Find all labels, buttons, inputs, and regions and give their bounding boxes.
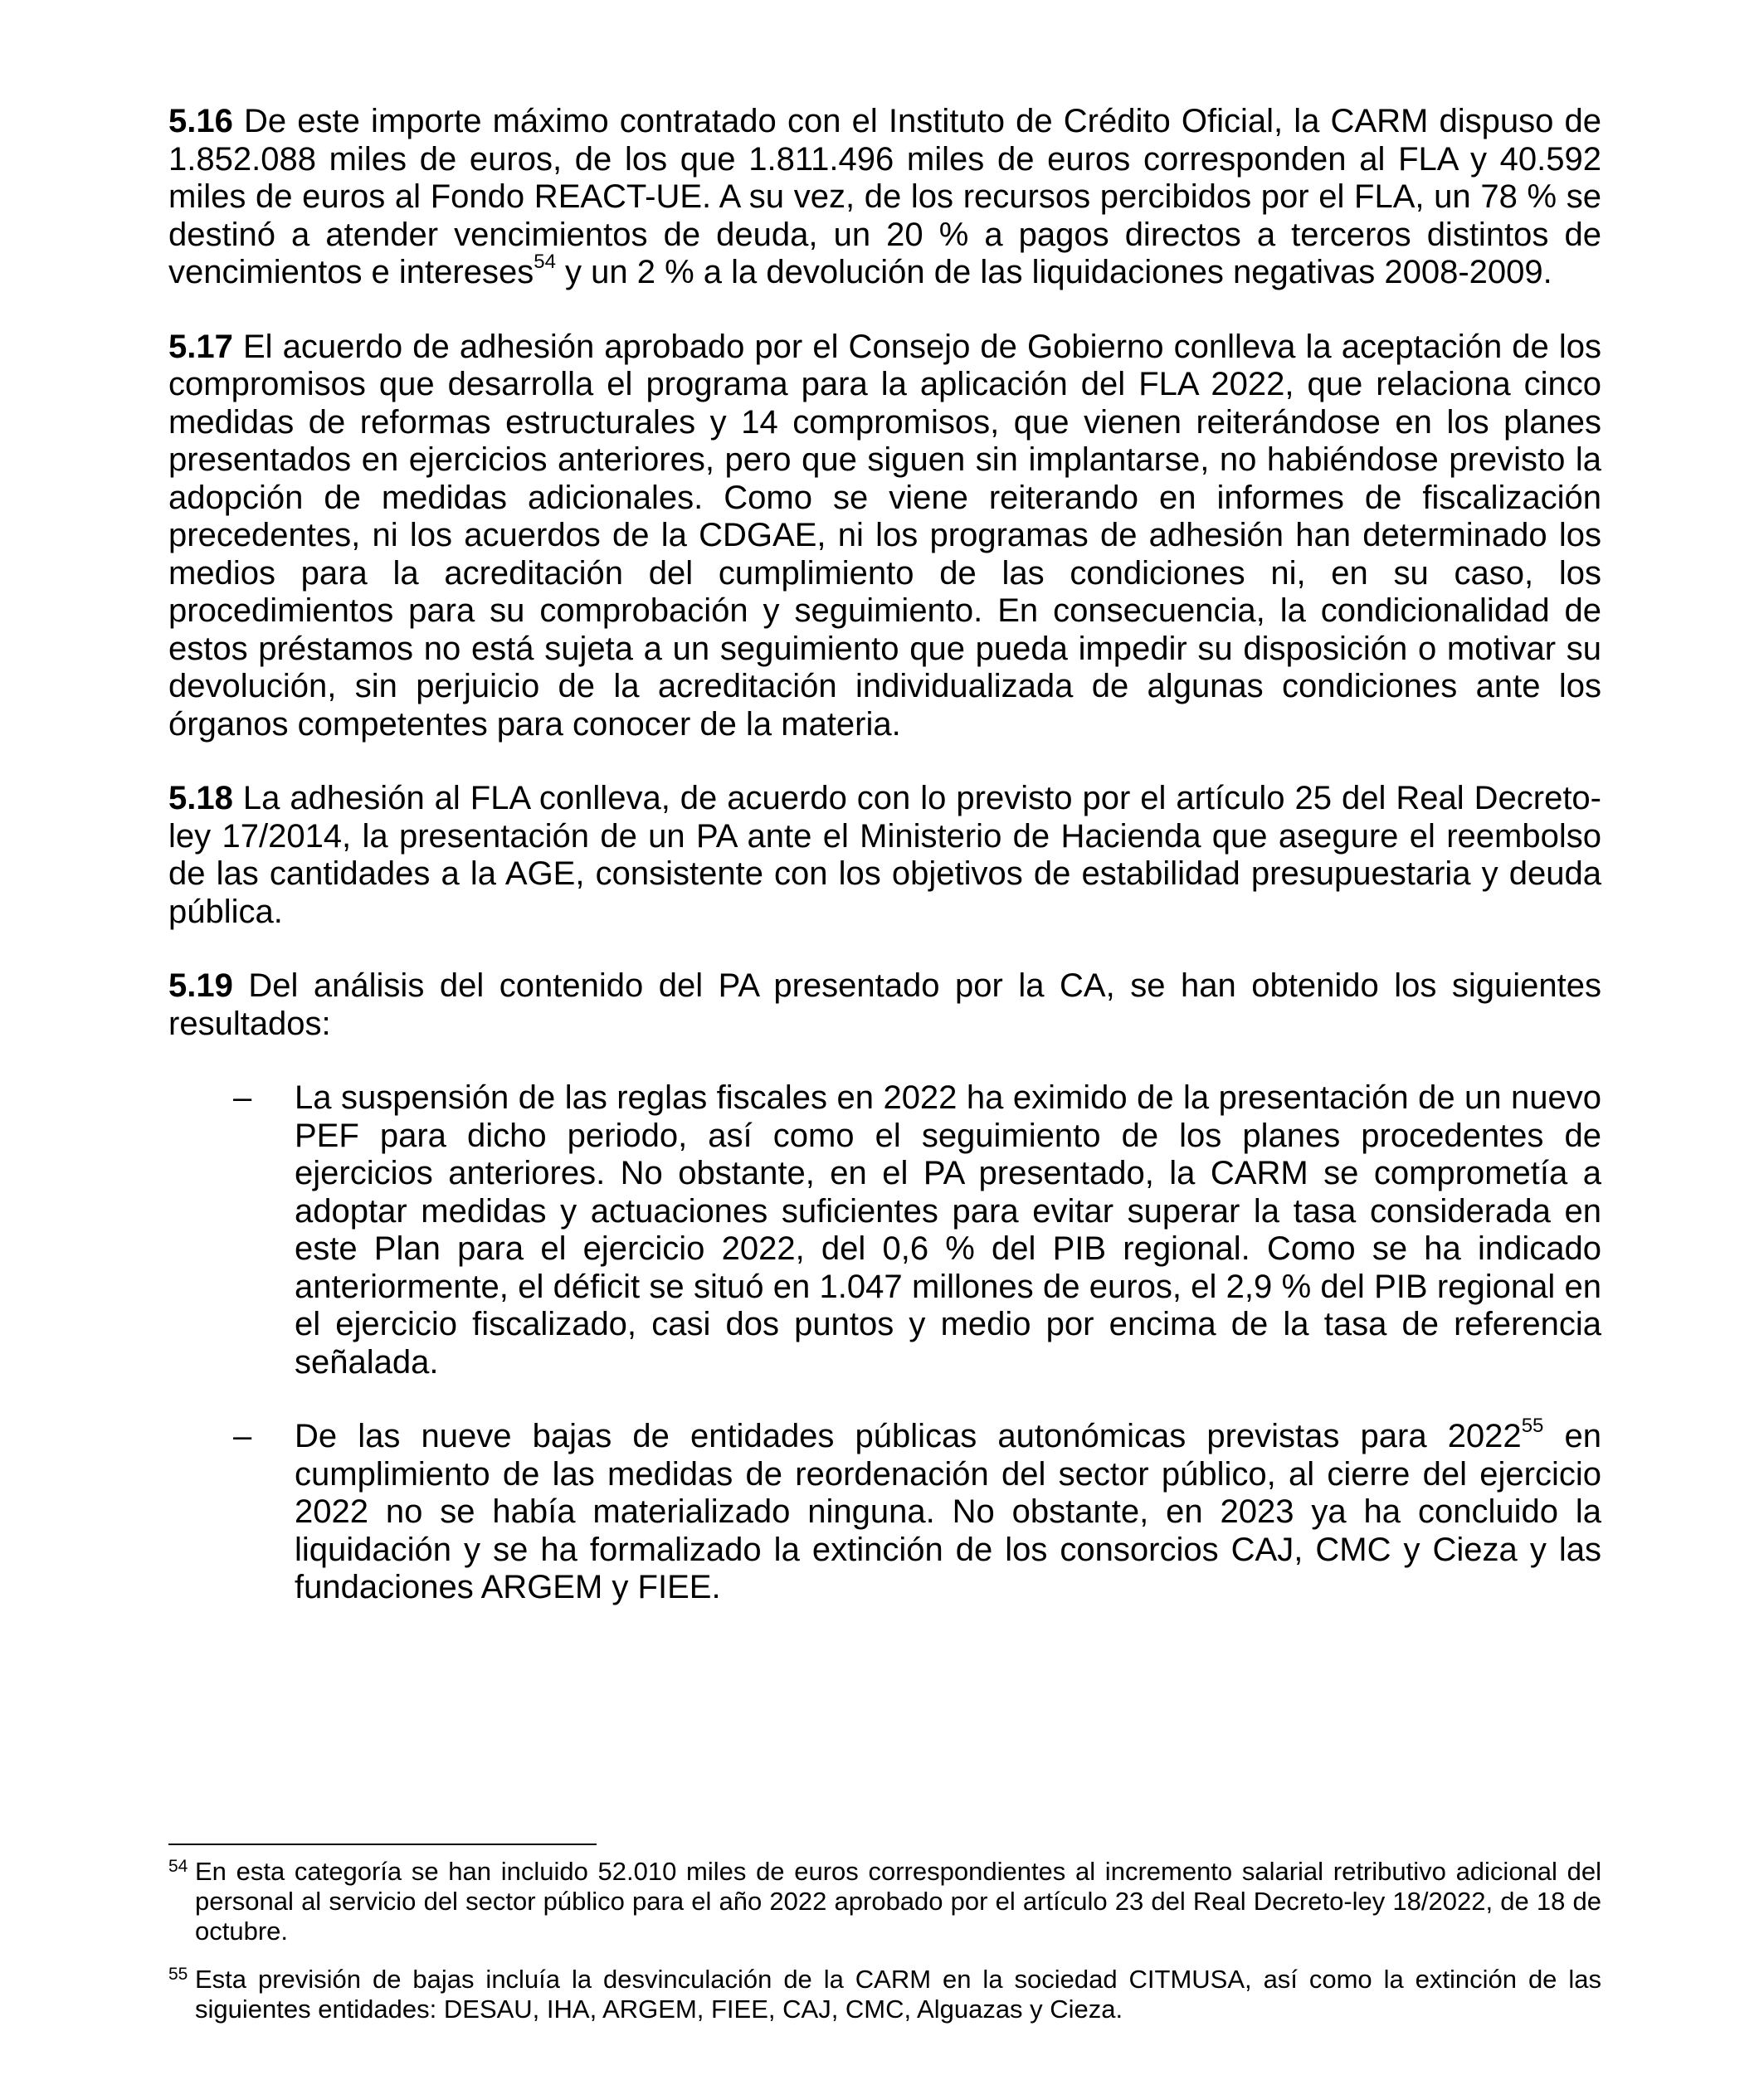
footnote-text: En esta categoría se han incluido 52.010 miles de euros correspondientes al incremento salarial retributivo adicional del personal al servicio del sector público para el año 2022 aprobado por el artículo 23 del Real Decreto-ley 18/2022, de 18 de octubre. [195,1857,1601,1946]
paragraph-5-17 [168,329,1601,744]
footnote-ref-55[interactable]: 55 [1521,1414,1544,1437]
list-item [168,1079,1601,1381]
paragraph-text-cont: y un 2 % a la devolución de las liquidaciones negativas 2008-2009. [555,254,1552,290]
paragraph-number: 5.17 [168,328,233,365]
footnote-text: Esta previsión de bajas incluía la desvinculación de la CARM en la sociedad CITMUSA, así como la extinción de las siguientes entidades: DESAU, IHA, ARGEM, FIEE, CAJ, CMC, Alguazas y Cieza. [195,1965,1601,2024]
paragraph-5-18 [168,780,1601,931]
paragraph-text: La adhesión al FLA conlleva, de acuerdo con lo previsto por el artículo 25 del Real Decreto-ley 17/2014, la presentación de un PA ante el Ministerio de Hacienda que asegure el reembolso de las cantidades a la AGE, consistente con los objetivos de estabilidad presupuestaria y deuda pública. [168,780,1601,930]
footnote-54 [168,1857,1601,1946]
paragraph-number: 5.16 [168,103,233,139]
list-item [168,1414,1602,1607]
paragraph-text: El acuerdo de adhesión aprobado por el Consejo de Gobierno conlleva la aceptación de los compromisos que desarrolla el programa para la aplicación del FLA 2022, que relaciona cinco medidas de reformas estructurales y 14 compromisos, que vienen reiterándose en los planes presentados en ejercicios anteriores, pero que siguen sin implantarse, no habiéndose previsto la adopción de medidas adicionales. Como se viene reiterando en informes de fiscalización precedentes, ni los acuerdos de la CDGAE, ni los programas de adhesión han determinado los medios para la acreditación del cumplimiento de las condiciones ni, en su caso, los procedimientos para su comprobación y seguimiento. En consecuencia, la condicionalidad de estos préstamos no está sujeta a un seguimiento que pueda impedir su disposición o motivar su devolución, sin perjuicio de la acreditación individualizada de algunas condiciones ante los órganos competentes para conocer de la materia. [168,328,1601,743]
dash-bullet-icon: – [233,1418,252,1454]
list-item-text: De las nueve bajas de entidades públicas autonómicas previstas para 2022 [295,1418,1522,1454]
paragraph-number: 5.18 [168,780,233,816]
paragraph-5-16 [168,103,1601,292]
list-item-text-cont: en cumplimiento de las medidas de reordenación del sector público, al cierre del ejercicio 2022 no se había materializado ninguna. No obstante, en 2023 ya ha concluido la liquidación y se ha formalizado la extinción de los consorcios CAJ, CMC y Cieza y las fundaciones ARGEM y FIEE. [295,1418,1602,1605]
paragraph-text: Del análisis del contenido del PA presentado por la CA, se han obtenido los siguientes resultados: [168,967,1601,1042]
footnote-number: 55 [168,1965,188,1984]
footnote-ref-54[interactable]: 54 [534,250,556,273]
results-list [168,1079,1601,1607]
dash-bullet-icon: – [233,1079,252,1116]
footnotes-section [168,1844,1601,2043]
document-body [168,103,1601,1644]
paragraph-number: 5.19 [168,967,233,1004]
footnote-55 [168,1965,1601,2024]
footnote-separator [168,1844,597,1845]
paragraph-text: De este importe máximo contratado con el Instituto de Crédito Oficial, la CARM dispuso de 1.852.088 miles de euros, de los que 1.811.496 miles de euros corresponden al FLA y 40.592 miles de euros al Fondo REACT-UE. A su vez, de los recursos percibidos por el FLA, un 78 % se destinó a atender vencimientos de deuda, un 20 % a pagos directos a terceros distintos de vencimientos e intereses [168,103,1601,290]
paragraph-5-19 [168,967,1601,1043]
footnote-number: 54 [168,1857,188,1876]
list-item-text: La suspensión de las reglas fiscales en 2022 ha eximido de la presentación de un nuevo PEF para dicho periodo, así como el seguimiento de los planes procedentes de ejercicios anteriores. No obstante, en el PA presentado, la CARM se comprometía a adoptar medidas y actuaciones suficientes para evitar superar la tasa considerada en este Plan para el ejercicio 2022, del 0,6 % del PIB regional. Como se ha indicado anteriormente, el déficit se situó en 1.047 millones de euros, el 2,9 % del PIB regional en el ejercicio fiscalizado, casi dos puntos y medio por encima de la tasa de referencia señalada. [295,1079,1601,1381]
